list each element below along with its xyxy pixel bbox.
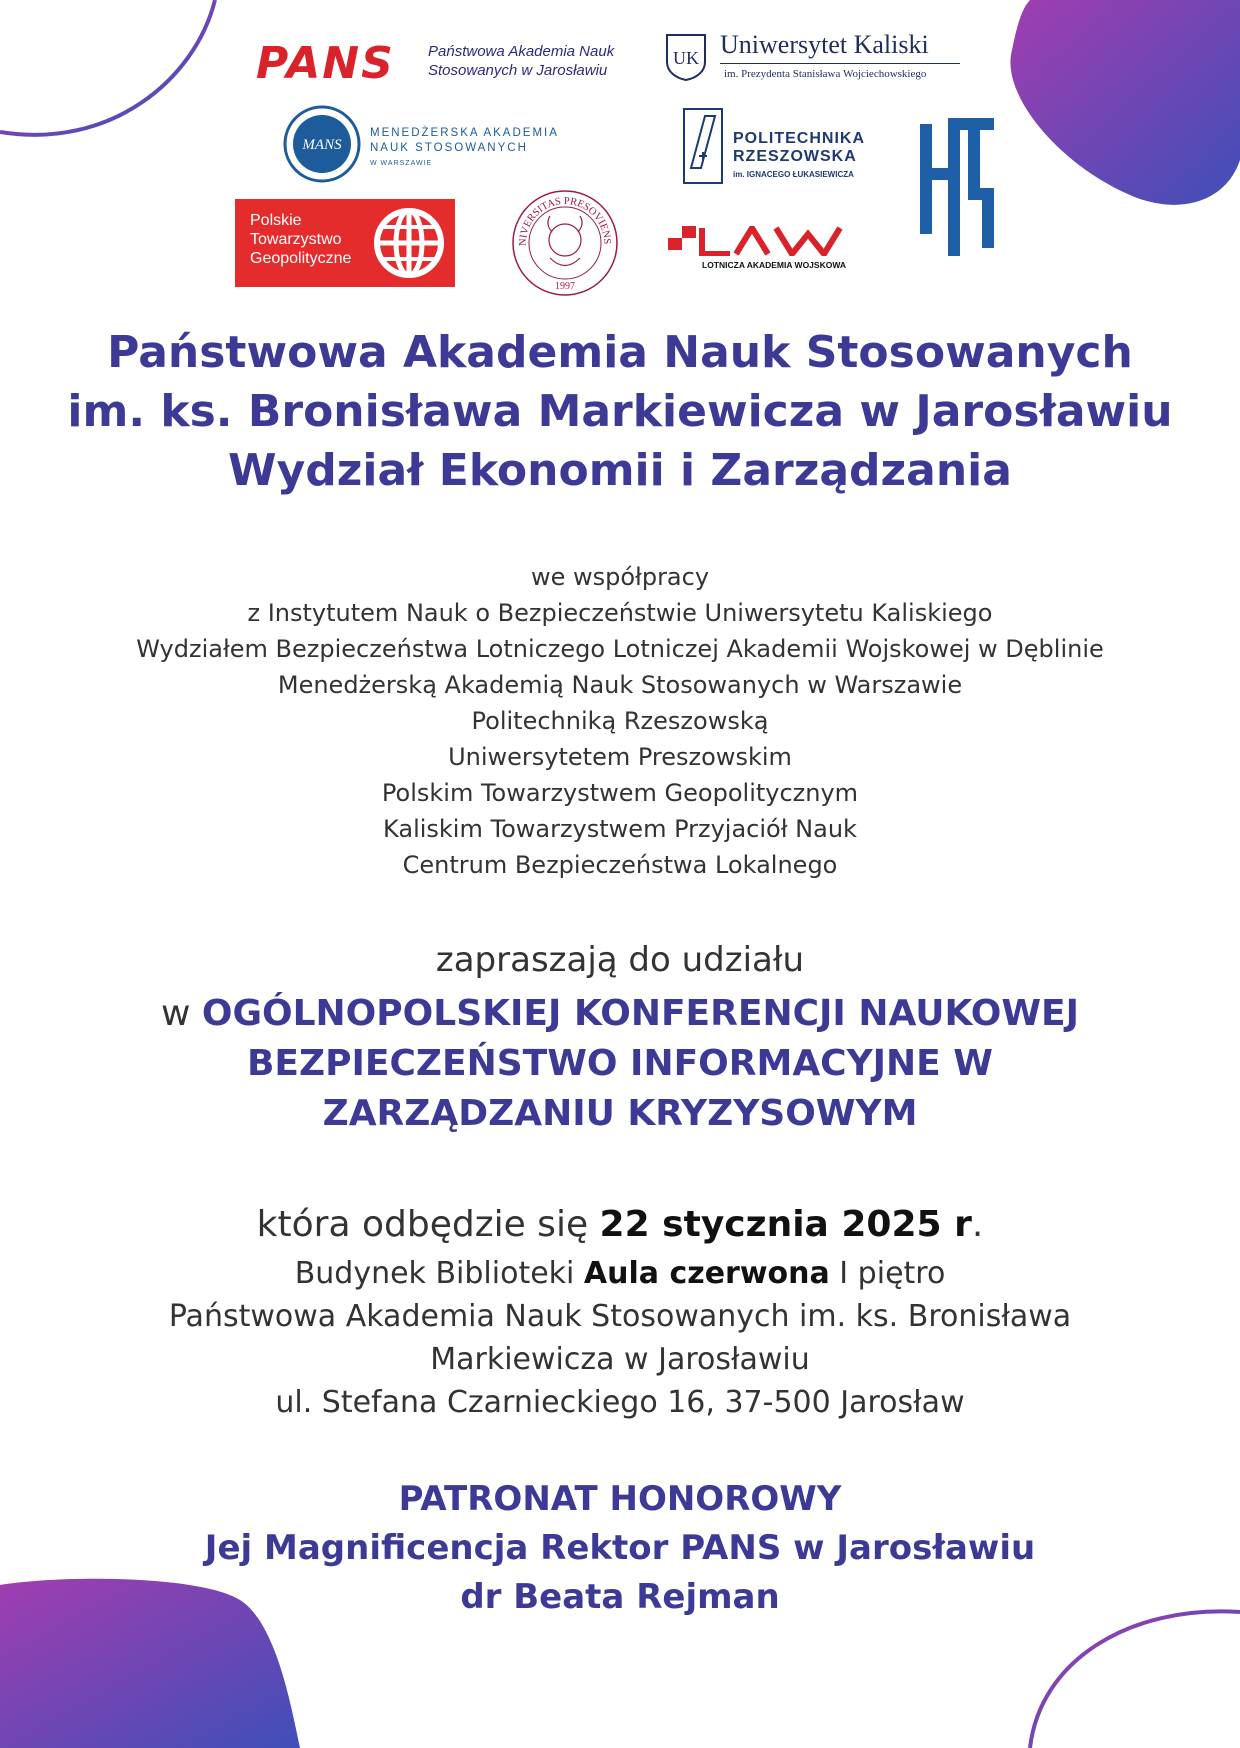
cooperation-block <box>0 559 1240 883</box>
partner-item: Menedżerską Akademią Nauk Stosowanych w Warszawie <box>277 671 963 699</box>
conference-line2: BEZPIECZEŃSTWO INFORMACYJNE W <box>246 1043 994 1084</box>
partner-item: Uniwersytetem Preszowskim <box>448 743 792 771</box>
conference-line1: OGÓLNOPOLSKIEJ KONFERENCJI NAUKOWEJ <box>201 993 1080 1034</box>
ptg-text <box>250 211 351 268</box>
pans-logo-text <box>428 42 648 80</box>
heading-line3: Wydział Ekonomii i Zarządzania <box>228 445 1012 496</box>
ktpn-mark-icon <box>918 116 996 266</box>
presov-seal-icon <box>510 188 620 298</box>
patronage-line2: dr Beata Rejman <box>460 1577 780 1617</box>
partner-item: z Instytutem Nauk o Bezpieczeństwie Uniwersytetu Kaliskiego <box>247 599 993 627</box>
law-logo <box>668 226 868 272</box>
mans-line1: MENEDŻERSKA AKADEMIA <box>370 127 559 139</box>
pans-logo-line1: Państwowa Akademia Nauk <box>428 43 615 60</box>
pans-logo <box>256 38 636 88</box>
conference-prefix: w <box>160 993 202 1034</box>
partner-item: Kaliskim Towarzystwem Przyjaciół Nauk <box>383 815 857 843</box>
venue-suffix: I piętro <box>829 1256 946 1291</box>
mans-emblem-text: MANS <box>302 137 342 153</box>
presov-year: 1997 <box>555 281 575 292</box>
top-left-arc <box>0 0 215 135</box>
uk-shield-mark: UK <box>673 48 699 68</box>
ktpn-mark-text: KTPN <box>955 264 959 265</box>
mans-line2: NAUK STOSOWANYCH <box>370 142 528 154</box>
partner-item: Polskim Towarzystwem Geopolitycznym <box>381 779 859 807</box>
mans-line3: W WARSZAWIE <box>370 160 433 167</box>
presov-university-logo <box>510 188 620 298</box>
invitation-text: zapraszają do udziału <box>435 940 805 980</box>
venue-prefix: Budynek Biblioteki <box>294 1256 584 1291</box>
event-address: ul. Stefana Czarnieckiego 16, 37-500 Jarosław <box>275 1385 965 1420</box>
prz-line1: POLITECHNIKA <box>733 130 865 147</box>
uk-shield-icon <box>664 32 708 82</box>
prz-emblem-icon <box>683 108 723 184</box>
event-date-prefix: która odbędzie się <box>256 1204 600 1245</box>
prz-line2: RZESZOWSKA <box>733 148 857 165</box>
patronage-line1: Jej Magnificencja Rektor PANS w Jarosławiu <box>204 1528 1036 1568</box>
pans-logo-line2: Stosowanych w Jarosławiu <box>428 62 608 79</box>
conference-title <box>0 989 1240 1139</box>
uk-title: Uniwersytet Kaliski <box>720 30 929 59</box>
uk-subtitle: im. Prezydenta Stanisława Wojciechowskiego <box>724 68 927 80</box>
event-date-suffix: . <box>971 1204 984 1245</box>
event-date-line <box>0 1201 1240 1249</box>
ptg-line1: Polskie <box>250 212 302 229</box>
mans-emblem-icon <box>282 104 362 184</box>
mans-text <box>370 126 559 171</box>
presov-ring-text: NIVERSITAS PRESOVIENS <box>517 195 613 247</box>
ptg-logo <box>235 199 455 287</box>
pans-logo-mark: PANS <box>256 38 395 89</box>
venue-room: Aula czerwona <box>583 1256 830 1291</box>
mans-logo <box>282 104 582 184</box>
conference-line3: ZARZĄDZANIU KRYZYSOWYM <box>322 1093 918 1134</box>
heading-line2: im. ks. Bronisława Markiewicza w Jarosławiu <box>67 386 1173 437</box>
ptg-line2: Towarzystwo <box>250 231 342 248</box>
prz-line3: im. IGNACEGO ŁUKASIEWICZA <box>733 170 854 179</box>
patronage-title: PATRONAT HONOROWY <box>398 1479 842 1519</box>
law-subtitle: LOTNICZA AKADEMIA WOJSKOWA <box>702 260 847 270</box>
event-venue <box>0 1252 1240 1424</box>
heading-line1: Państwowa Akademia Nauk Stosowanych <box>107 327 1133 378</box>
ptg-line3: Geopolityczne <box>250 250 352 267</box>
main-heading <box>0 323 1240 500</box>
ktpn-logo <box>918 116 996 266</box>
law-mark-icon <box>668 226 864 256</box>
partner-item: Wydziałem Bezpieczeństwa Lotniczego Lotniczej Akademii Wojskowej w Dęblinie <box>136 635 1104 663</box>
partner-item: Politechniką Rzeszowską <box>471 707 769 735</box>
partner-item: Centrum Bezpieczeństwa Lokalnego <box>402 851 838 879</box>
patronage-block <box>0 1475 1240 1622</box>
svg-text:UNIVERSITAS PRESOVIENSIS <box>510 188 612 246</box>
institution-line1: Państwowa Akademia Nauk Stosowanych im. ks. Bronisława <box>168 1299 1072 1334</box>
bottom-right-arc <box>1030 1611 1240 1748</box>
top-right-blob <box>1010 0 1240 205</box>
uniwersytet-kaliski-logo <box>664 30 964 86</box>
institution-line2: Markiewicza w Jarosławiu <box>430 1342 810 1377</box>
prz-text <box>733 130 865 166</box>
globe-icon <box>369 205 449 281</box>
politechnika-rzeszowska-logo <box>683 108 883 184</box>
cooperation-intro: we współpracy <box>530 563 710 591</box>
event-date: 22 stycznia 2025 r <box>599 1204 972 1245</box>
